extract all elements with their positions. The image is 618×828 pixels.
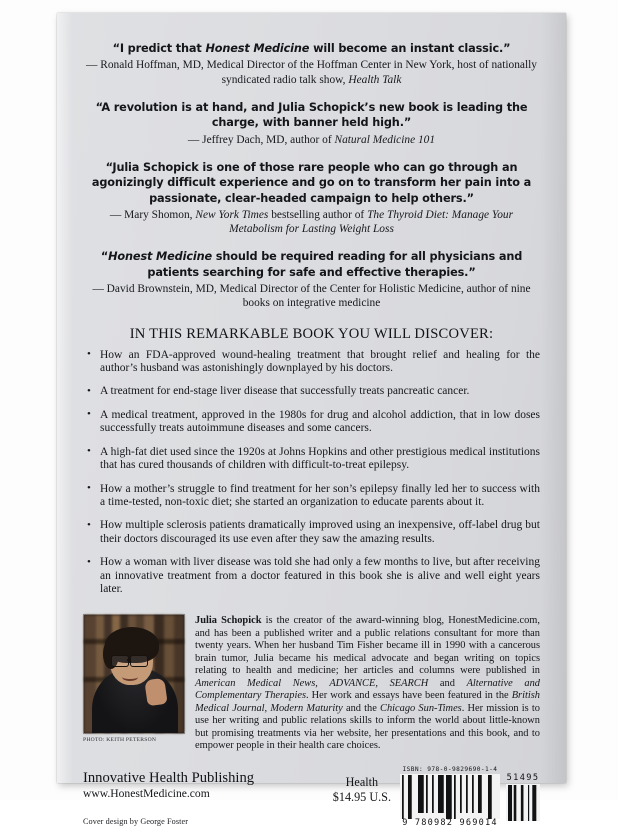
publisher-block — [83, 766, 333, 826]
quote-attribution: — David Brownstein, MD, Medical Director of the Center for Holistic Medicine, author of nine books on integrative medicine — [92, 283, 531, 310]
isbn-barcode — [400, 766, 500, 828]
discover-bullet-item: • How an FDA-approved wound-healing treatment that brought relief and healing for the author’s husband was astonishingly downplayed by his doctors. — [87, 349, 540, 376]
book-back-cover — [57, 13, 566, 828]
endorsement-quote — [83, 100, 540, 147]
endorsement-quote — [83, 249, 540, 310]
cover-footer — [57, 753, 566, 828]
quote-attribution: — Mary Shomon, New York Times bestselling author of The Thyroid Diet: Manage Your Metabolism for Lasting Weight Loss — [109, 209, 514, 236]
price-barcode-supplement — [506, 766, 540, 821]
portrait-hand — [144, 678, 167, 707]
author-bio-section — [57, 606, 566, 753]
publisher-website[interactable]: www.HonestMedicine.com — [83, 786, 210, 800]
endorsement-quotes-section — [57, 13, 566, 311]
barcode-supplement-svg — [508, 785, 538, 821]
price-block — [333, 766, 400, 805]
isbn-text: ISBN: 978-0-9829690-1-4 — [402, 765, 498, 773]
category-label: Health — [345, 774, 379, 789]
barcode-supplement-bars — [506, 784, 540, 821]
barcode-block — [400, 766, 540, 828]
quote-text: “Julia Schopick is one of those rare people who can go through an agonizingly difficult experience and go on to transform her pain into a passionate, clear-headed campaign to help others.” — [91, 160, 532, 205]
quote-attribution: — Ronald Hoffman, MD, Medical Director of the Hoffman Center in New York, host of nationally syndicated radio talk show, Health Talk — [85, 59, 537, 86]
discover-bullet-item: • A medical treatment, approved in the 1980s for drug and alcohol addiction, that in low doses successfully treats autoimmune diseases and some cancers. — [87, 409, 540, 436]
discover-bullet-item: • How a mother’s struggle to find treatment for her son’s epilepsy finally led her to success with a time-tested, non-toxic diet; she started an organization to educate parents about it. — [87, 483, 540, 510]
barcode-digits: 9 780982 969014 — [402, 817, 498, 828]
quote-text: “Honest Medicine should be required reading for all physicians and patients searching for safe and effective therapies.” — [100, 250, 523, 279]
price-label: $14.95 U.S. — [332, 789, 391, 804]
discover-heading: IN THIS REMARKABLE BOOK YOU WILL DISCOVER: — [129, 325, 494, 342]
cover-design-credit: Cover design by George Foster — [83, 816, 189, 826]
quote-text: “A revolution is at hand, and Julia Schopick’s new book is leading the charge, with banner held high.” — [95, 100, 528, 130]
author-photo-column — [83, 614, 185, 743]
endorsement-quote — [83, 160, 540, 237]
discover-bullet-list — [57, 349, 566, 597]
photo-credit: PHOTO: KEITH PETERSON — [83, 737, 157, 744]
discover-bullet-item: • How multiple sclerosis patients dramatically improved using an inexpensive, off-label drug but their doctors discouraged its use even after they saw the amazing results. — [87, 519, 540, 546]
publisher-name: Innovative Health Publishing — [83, 769, 255, 786]
endorsement-quote — [83, 41, 540, 87]
barcode-supplement-digits: 51495 — [506, 772, 540, 783]
discover-bullet-item: • How a woman with liver disease was told she had only a few months to live, but after receiving an innovative treatment from a doctor featured in this book she is alive and well eight years later. — [87, 556, 540, 596]
cover-printed-area — [57, 13, 566, 828]
discover-bullet-item: • A treatment for end-stage liver disease that successfully treats pancreatic cancer. — [87, 385, 540, 398]
quote-attribution: — Jeffrey Dach, MD, author of Natural Medicine 101 — [187, 133, 436, 146]
portrait-eyeglass-bridge — [127, 659, 130, 661]
discover-bullet-item: • A high-fat diet used since the 1920s at Johns Hopkins and other prestigious medical institutions that has cured thousands of children with difficult-to-treat epilepsy. — [87, 446, 540, 473]
portrait-eyeglass-left — [111, 655, 129, 667]
barcode-bars-svg — [402, 775, 498, 819]
quote-text: “I predict that Honest Medicine will become an instant classic.” — [112, 42, 511, 55]
barcode-bars — [400, 774, 500, 819]
author-bio-text: Julia Schopick is the creator of the award-winning blog, HonestMedicine.com, and has been a published writer and a public relations consultant for more than twenty years. When her husband Tim Fisher became ill in 1990 with a cancerous brain tumor, Julia became his medical advocate and began writing on topics relating to health and medicine; her articles and columns were published in American Medical News, ADVANCE, SEARCH and Alternative and Complementary Therapies. Her work and essays have been featured in the British Medical Journal, Modern Maturity and the Chicago Sun-Times. Her mission is to use her writing and public relations skills to inform the world about little-known but promising treatments via her website, her presentations and this book, and to empower people in their health care choices. — [195, 615, 540, 752]
author-portrait-photo — [83, 614, 185, 734]
portrait-eyeglass-right — [130, 655, 148, 667]
